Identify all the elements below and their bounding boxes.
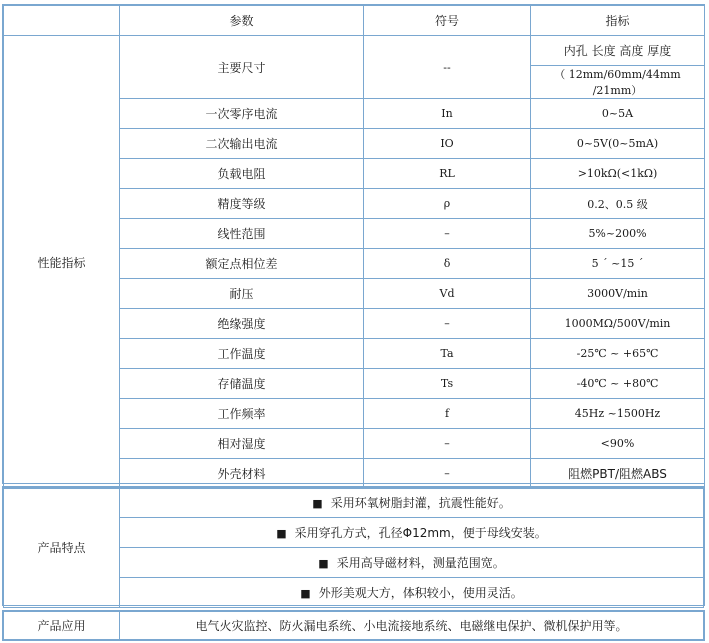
application-label: 产品应用 (4, 612, 120, 640)
row-param: 工作频率 (120, 399, 364, 429)
category-label: 性能指标 (4, 36, 120, 489)
row-param: 二次输出电流 (120, 129, 364, 159)
feature-item (120, 548, 704, 578)
row-value: >10kΩ(<1kΩ) (531, 159, 705, 189)
square-bullet-icon: ■ (318, 557, 329, 570)
row-value: 45Hz ~1500Hz (531, 399, 705, 429)
row-value: -25℃ ~ +65℃ (531, 339, 705, 369)
row-param: 外壳材料 (120, 459, 364, 489)
size-value-head: 内孔 长度 高度 厚度 (531, 36, 705, 66)
square-bullet-icon: ■ (300, 587, 311, 600)
row-value: 阻燃PBT/阻燃ABS (531, 459, 705, 489)
specs-table-block (2, 4, 705, 484)
application-table (3, 611, 704, 640)
row-symbol: Ts (364, 369, 531, 399)
row-symbol: IO (364, 129, 531, 159)
size-symbol: -- (364, 36, 531, 99)
features-label: 产品特点 (4, 488, 120, 608)
row-value: 3000V/min (531, 279, 705, 309)
row-symbol: f (364, 399, 531, 429)
feature-text: 采用环氧树脂封灌，抗震性能好。 (330, 496, 511, 510)
row-symbol: – (364, 459, 531, 489)
row-symbol: – (364, 309, 531, 339)
row-symbol: Ta (364, 339, 531, 369)
row-param: 工作温度 (120, 339, 364, 369)
row-value: -40℃ ~ +80℃ (531, 369, 705, 399)
row-param: 耐压 (120, 279, 364, 309)
row-symbol: – (364, 429, 531, 459)
size-value: （ 12mm/60mm/44mm /21mm） (531, 66, 705, 99)
row-symbol: RL (364, 159, 531, 189)
row-value: 0~5A (531, 99, 705, 129)
row-param: 一次零序电流 (120, 99, 364, 129)
application-block (2, 610, 705, 641)
header-blank-cell (4, 6, 120, 36)
row-value: 5 ´ ~15 ´ (531, 249, 705, 279)
row-value: 5%~200% (531, 219, 705, 249)
row-value: 0~5V(0~5mA) (531, 129, 705, 159)
features-block (2, 486, 705, 606)
square-bullet-icon: ■ (276, 527, 287, 540)
row-param: 线性范围 (120, 219, 364, 249)
row-param: 负载电阻 (120, 159, 364, 189)
header-param: 参数 (120, 6, 364, 36)
specs-table (3, 5, 705, 489)
row-symbol: ρ (364, 189, 531, 219)
row-param: 额定点相位差 (120, 249, 364, 279)
features-table (3, 487, 704, 608)
row-param: 存储温度 (120, 369, 364, 399)
size-param: 主要尺寸 (120, 36, 364, 99)
row-value: 0.2、0.5 级 (531, 189, 705, 219)
feature-text: 采用穿孔方式，孔径Φ12mm，便于母线安装。 (294, 526, 547, 540)
header-value: 指标 (531, 6, 705, 36)
row-value: 1000MΩ/500V/min (531, 309, 705, 339)
row-param: 精度等级 (120, 189, 364, 219)
row-param: 相对湿度 (120, 429, 364, 459)
feature-text: 采用高导磁材料，测量范围宽。 (336, 556, 505, 570)
feature-item (120, 518, 704, 548)
feature-text: 外形美观大方，体积较小，使用灵活。 (318, 586, 523, 600)
header-symbol: 符号 (364, 6, 531, 36)
row-symbol: δ (364, 249, 531, 279)
row-value: <90% (531, 429, 705, 459)
application-text: 电气火灾监控、防火漏电系统、小电流接地系统、电磁继电保护、微机保护用等。 (120, 612, 704, 640)
feature-item (120, 578, 704, 608)
feature-item (120, 488, 704, 518)
row-symbol: Vd (364, 279, 531, 309)
row-symbol: – (364, 219, 531, 249)
row-symbol: In (364, 99, 531, 129)
row-param: 绝缘强度 (120, 309, 364, 339)
square-bullet-icon: ■ (312, 497, 323, 510)
